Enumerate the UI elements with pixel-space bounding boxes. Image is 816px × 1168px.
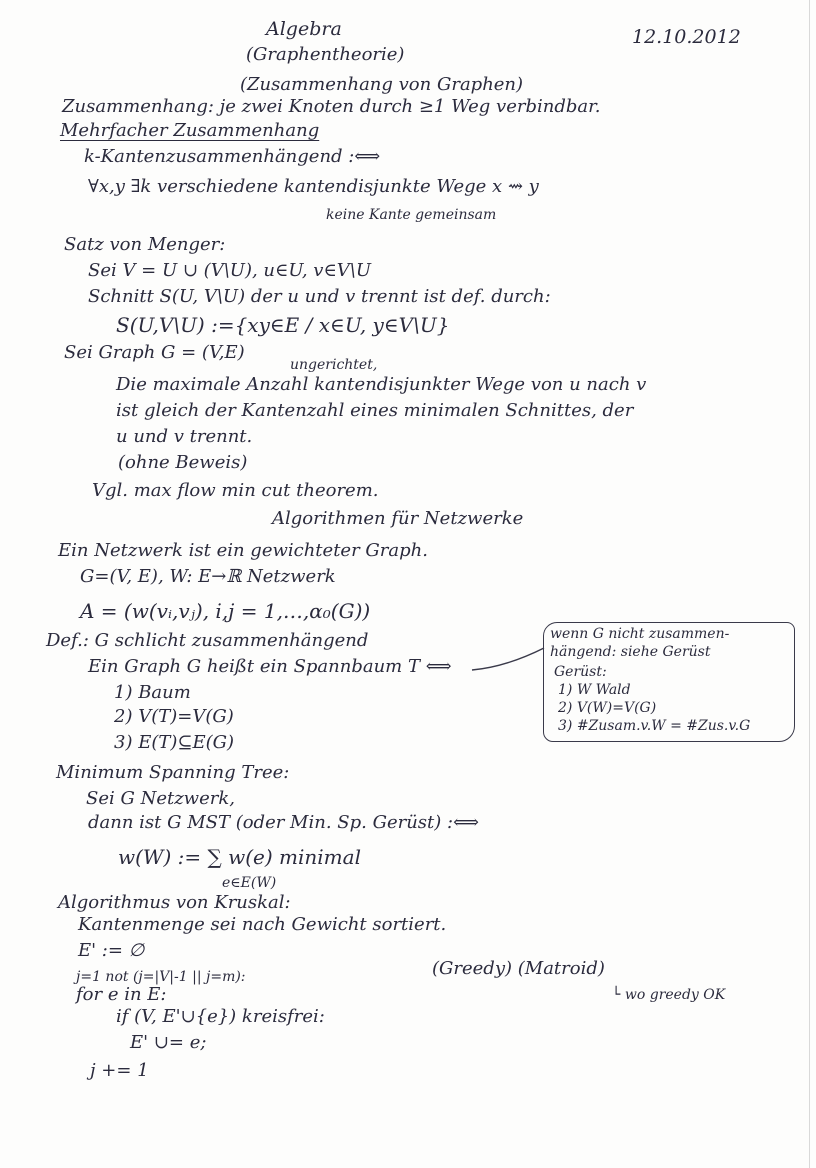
spannbaum-definition: Ein Graph G heißt ein Spannbaum T ⟺ [88,656,452,677]
kruskal-if: if (V, E'∪{e}) kreisfrei: [116,1006,325,1027]
adjazenz-matrix: A = (w(vᵢ,vⱼ), i,j = 1,…,α₀(G)) [80,599,371,623]
geruest-note-line-5: 2) V(W)=V(G) [558,700,657,716]
page-subtitle: (Graphentheorie) [246,44,405,65]
definition-zusammenhang: Zusammenhang: je zwei Knoten durch ≥1 Weg verbindbar. [62,96,601,117]
spannbaum-cond-3: 3) E(T)⊆E(G) [114,732,235,753]
geruest-note-line-1: wenn G nicht zusammen- [550,626,730,642]
annotation-keine-kante: keine Kante gemeinsam [326,207,497,223]
k-kanten-definition: ∀x,y ∃k verschiedene kantendisjunkte Wege x ⇝ y [88,176,539,197]
kruskal-add-edge: E' ∪= e; [130,1032,207,1053]
menger-schnitt: Schnitt S(U, V\U) der u und v trennt ist def. durch: [88,286,551,307]
kruskal-init: E' := ∅ [78,940,145,961]
heading-satz-von-menger: Satz von Menger: [64,234,226,255]
heading-mehrfacher-zusammenhang: Mehrfacher Zusammenhang [60,120,320,141]
menger-partition: Sei V = U ∪ (V\U), u∈U, v∈V\U [88,260,372,281]
geruest-note-box [543,622,795,742]
heading-kruskal: Algorithmus von Kruskal: [58,892,291,913]
mst-netzwerk: Sei G Netzwerk, [86,788,235,809]
menger-graph: Sei Graph G = (V,E) [64,342,245,363]
heading-algorithmen-netzwerke: Algorithmen für Netzwerke [272,508,524,529]
geruest-note-line-2: hängend: siehe Gerüst [550,644,711,660]
geruest-note-line-6: 3) #Zusam.v.W = #Zus.v.G [558,718,751,734]
mst-definition: dann ist G MST (oder Min. Sp. Gerüst) :⟺ [88,812,479,833]
menger-statement-1: Die maximale Anzahl kantendisjunkter Wege von u nach v [116,374,647,395]
page-edge [809,0,810,1168]
connector-arrow-icon [470,640,550,680]
topic-heading: (Zusammenhang von Graphen) [240,74,524,95]
geruest-note-line-3: Gerüst: [554,664,607,680]
geruest-note-line-4: 1) W Wald [558,682,631,698]
heading-minimum-spanning-tree: Minimum Spanning Tree: [56,762,290,783]
menger-statement-3: u und v trennt. [116,426,253,447]
k-kantenzusammenhang: k-Kantenzusammenhängend :⟺ [84,146,381,167]
kruskal-increment: j += 1 [90,1060,149,1081]
annotation-ungerichtet: ungerichtet, [290,357,378,373]
page-date: 12.10.2012 [632,26,741,48]
menger-statement-2: ist gleich der Kantenzahl eines minimalen Schnittes, der [116,400,634,421]
spannbaum-cond-2: 2) V(T)=V(G) [114,706,234,727]
netzwerk-formula: G=(V, E), W: E→ℝ Netzwerk [80,566,336,587]
max-flow-reference: Vgl. max flow min cut theorem. [92,480,379,501]
kruskal-loop-condition: j=1 not (j=|V|-1 || j=m): [76,969,246,985]
mst-weight-formula: w(W) := ∑ w(e) minimal [118,845,361,869]
mst-sum-index: e∈E(W) [222,875,277,891]
menger-ohne-beweis: (ohne Beweis) [118,452,248,473]
def-schlicht: Def.: G schlicht zusammenhängend [46,630,369,651]
netzwerk-definition: Ein Netzwerk ist ein gewichteter Graph. [58,540,428,561]
greedy-matroid-note: (Greedy) (Matroid) [432,958,605,979]
kruskal-for: for e in E: [76,984,167,1005]
menger-schnitt-formula: S(U,V\U) :={xy∈E / x∈U, y∈V\U} [116,313,450,337]
greedy-ok-note: └ wo greedy OK [612,987,726,1003]
page-title: Algebra [266,18,342,40]
kruskal-sort: Kantenmenge sei nach Gewicht sortiert. [78,914,447,935]
spannbaum-cond-1: 1) Baum [114,682,191,703]
